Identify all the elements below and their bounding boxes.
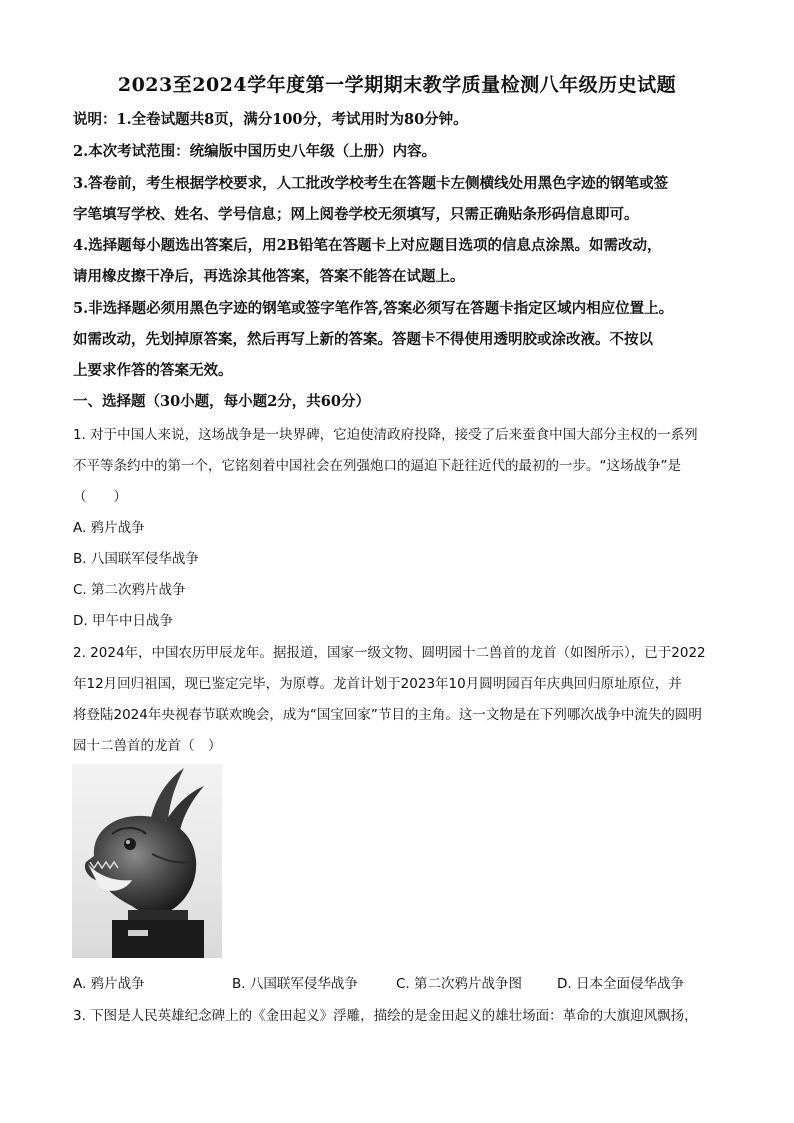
instruction-line: 3.答卷前，考生根据学校要求，人工批改学校考生在答题卡左侧横线处用黑色字迹的钢笔或签 <box>73 175 669 192</box>
question-1-text: 不平等条约中的第一个，它铭刻着中国社会在列强炮口的逼迫下赶往近代的最初的一步。“这场战争”是 <box>73 458 681 474</box>
question-2-text: 将登陆2024年央视春节联欢晚会，成为“国宝回家”节目的主角。这一文物是在下列哪次战争中流失的圆明 <box>73 707 702 723</box>
question-1-option-b: B. 八国联军侵华战争 <box>73 551 199 567</box>
question-1-text: （ ） <box>73 489 127 505</box>
question-1-option-d: D. 甲午中日战争 <box>73 613 173 629</box>
instruction-line: 2.本次考试范围：统编版中国历史八年级（上册）内容。 <box>73 143 437 160</box>
instruction-line: 说明：1.全卷试题共8页，满分100分，考试用时为80分钟。 <box>73 111 468 128</box>
question-2-option-a: A. 鸦片战争 <box>73 976 145 992</box>
dragon-head-icon <box>72 764 222 958</box>
question-2-text: 2. 2024年，中国农历甲辰龙年。据报道，国家一级文物、圆明园十二兽首的龙首（如图所示），已于2022 <box>73 645 706 661</box>
question-3-text: 3. 下图是人民英雄纪念碑上的《金田起义》浮雕，描绘的是金田起义的雄壮场面：革命的大旗迎风飘扬， <box>73 1008 698 1024</box>
instruction-line: 4.选择题每小题选出答案后，用2B铅笔在答题卡上对应题目选项的信息点涂黑。如需改动， <box>73 237 662 254</box>
question-2-text: 园十二兽首的龙首（ ） <box>73 738 222 754</box>
question-2-text: 年12月回归祖国，现已鉴定完毕，为原尊。龙首计划于2023年10月圆明园百年庆典回归原址原位，并 <box>73 676 682 692</box>
question-1-option-c: C. 第二次鸦片战争 <box>73 582 186 598</box>
instruction-line: 上要求作答的答案无效。 <box>73 362 233 379</box>
exam-title: 2023至2024学年度第一学期期末教学质量检测八年级历史试题 <box>117 74 677 96</box>
instruction-line: 请用橡皮擦干净后，再选涂其他答案，答案不能答在试题上。 <box>73 268 465 285</box>
question-2-option-b: B. 八国联军侵华战争 <box>232 976 358 992</box>
instruction-line: 字笔填写学校、姓名、学号信息；网上阅卷学校无须填写，只需正确贴条形码信息即可。 <box>73 206 639 223</box>
question-1-text: 1. 对于中国人来说，这场战争是一块界碑，它迫使清政府投降，接受了后来蚕食中国大部分主权的一系列 <box>73 427 698 443</box>
dragon-head-photo <box>72 764 222 958</box>
question-2-option-d: D. 日本全面侵华战争 <box>557 976 684 992</box>
question-2-option-c: C. 第二次鸦片战争图 <box>396 976 523 992</box>
instruction-line: 如需改动，先划掉原答案，然后再写上新的答案。答题卡不得使用透明胶或涂改液。不按以 <box>73 331 653 348</box>
question-1-option-a: A. 鸦片战争 <box>73 520 145 536</box>
instruction-line: 5.非选择题必须用黑色字迹的钢笔或签字笔作答,答案必须写在答题卡指定区域内相应位置上。 <box>73 300 674 317</box>
section-heading: 一、选择题（30小题，每小题2分，共60分） <box>73 393 370 410</box>
